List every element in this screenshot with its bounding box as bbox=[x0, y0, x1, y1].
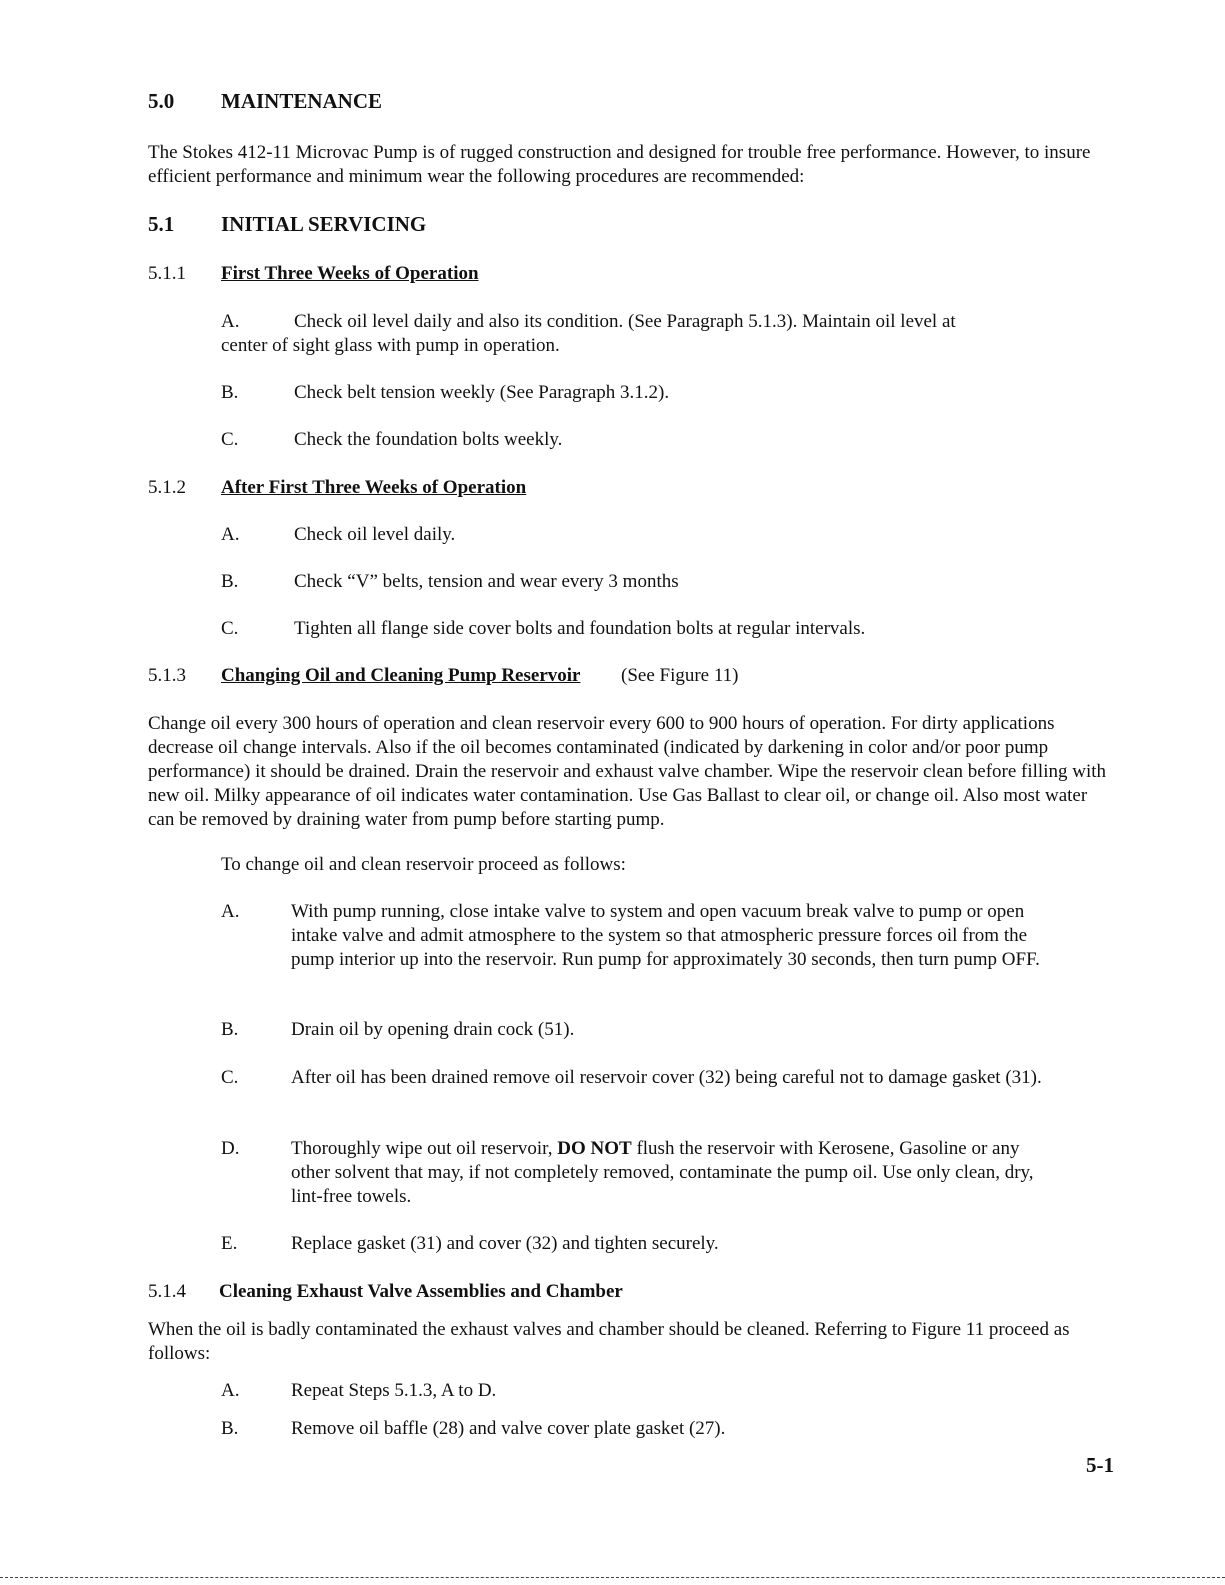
list-item-letter: A. bbox=[221, 311, 240, 332]
list-item-text: Remove oil baffle (28) and valve cover plate gasket (27). bbox=[291, 1418, 726, 1439]
list-item-letter: E. bbox=[221, 1233, 238, 1254]
text-run: flush the reservoir with Kerosene, Gasoline or any other solvent that may, if not completely removed, contaminate the pump oil. Use only clean, dry, lint-free towels. bbox=[291, 1138, 1034, 1207]
section-number-5-0: 5.0 bbox=[148, 89, 175, 113]
subsection-heading-changing-oil: Changing Oil and Cleaning Pump Reservoir bbox=[221, 665, 581, 686]
subsection-heading-after-first-three-weeks: After First Three Weeks of Operation bbox=[221, 477, 527, 498]
page-title: MAINTENANCE bbox=[221, 89, 383, 113]
intro-paragraph: The Stokes 412-11 Microvac Pump is of rugged construction and designed for trouble free performance. However, to insure efficient performance and minimum wear the following procedures are recommended: bbox=[148, 142, 1091, 187]
list-item-text: With pump running, close intake valve to system and open vacuum break valve to pump or open intake valve and admit atmosphere to the system so that atmospheric pressure forces oil from the pump interior up into the reservoir. Run pump for approximately 30 seconds, then turn pump OFF. bbox=[291, 901, 1040, 970]
list-item-text: Check oil level daily and also its condition. (See Paragraph 5.1.3). Maintain oil level at bbox=[294, 311, 956, 332]
list-item-text: Drain oil by opening drain cock (51). bbox=[291, 1019, 575, 1040]
list-item-text: After oil has been drained remove oil reservoir cover (32) being careful not to damage gasket (31). bbox=[291, 1067, 1042, 1088]
list-item-letter: D. bbox=[221, 1138, 240, 1159]
list-item-text: Check “V” belts, tension and wear every 3 months bbox=[294, 571, 679, 592]
subsection-heading-first-three-weeks: First Three Weeks of Operation bbox=[221, 263, 479, 284]
procedure-lead-in: To change oil and clean reservoir proceed as follows: bbox=[221, 854, 626, 875]
list-item-letter: A. bbox=[221, 1380, 240, 1401]
section-number-5-1-1: 5.1.1 bbox=[148, 263, 186, 284]
list-item-text-continued: center of sight glass with pump in operation. bbox=[221, 335, 560, 356]
emphasis-do-not: DO NOT bbox=[557, 1138, 632, 1159]
list-item-letter: B. bbox=[221, 571, 239, 592]
list-item-text: Check the foundation bolts weekly. bbox=[294, 429, 563, 450]
list-item-letter: C. bbox=[221, 618, 239, 639]
list-item-letter: B. bbox=[221, 382, 239, 403]
page-bottom-rule bbox=[0, 1577, 1225, 1578]
list-item-letter: B. bbox=[221, 1019, 239, 1040]
section-number-5-1: 5.1 bbox=[148, 212, 175, 236]
list-item-letter: C. bbox=[221, 429, 239, 450]
list-item-letter: A. bbox=[221, 524, 240, 545]
list-item-text: Repeat Steps 5.1.3, A to D. bbox=[291, 1380, 497, 1401]
list-item-letter: A. bbox=[221, 901, 240, 922]
section-number-5-1-2: 5.1.2 bbox=[148, 477, 186, 498]
section-number-5-1-4: 5.1.4 bbox=[148, 1281, 186, 1302]
subsection-heading-cleaning-exhaust: Cleaning Exhaust Valve Assemblies and Chamber bbox=[219, 1281, 623, 1302]
text-run: Thoroughly wipe out oil reservoir, bbox=[291, 1138, 558, 1159]
list-item-text bbox=[291, 1137, 1051, 1209]
list-item-letter: B. bbox=[221, 1418, 239, 1439]
body-paragraph-oil-change: Change oil every 300 hours of operation and clean reservoir every 600 to 900 hours of operation. For dirty applications decrease oil change intervals. Also if the oil becomes contaminated (indicated by darkening in color and/or poor pump performance) it should be drained. Drain the reservoir and exhaust valve chamber. Wipe the reservoir clean before filling with new oil. Milky appearance of oil indicates water contamination. Use Gas Ballast to clear oil, or change oil. Also most water can be removed by draining water from pump before starting pump. bbox=[148, 713, 1107, 830]
section-number-5-1-3: 5.1.3 bbox=[148, 665, 186, 686]
page-number: 5-1 bbox=[1086, 1453, 1114, 1477]
list-item-text: Check oil level daily. bbox=[294, 524, 456, 545]
list-item-text: Check belt tension weekly (See Paragraph 3.1.2). bbox=[294, 382, 670, 403]
body-paragraph-exhaust: When the oil is badly contaminated the exhaust valves and chamber should be cleaned. Referring to Figure 11 proceed as follows: bbox=[148, 1319, 1070, 1364]
list-item-text: Tighten all flange side cover bolts and foundation bolts at regular intervals. bbox=[294, 618, 866, 639]
list-item-letter: C. bbox=[221, 1067, 239, 1088]
list-item-text: Replace gasket (31) and cover (32) and tighten securely. bbox=[291, 1233, 719, 1254]
figure-reference: (See Figure 11) bbox=[621, 665, 739, 686]
section-heading-initial-servicing: INITIAL SERVICING bbox=[221, 212, 427, 236]
